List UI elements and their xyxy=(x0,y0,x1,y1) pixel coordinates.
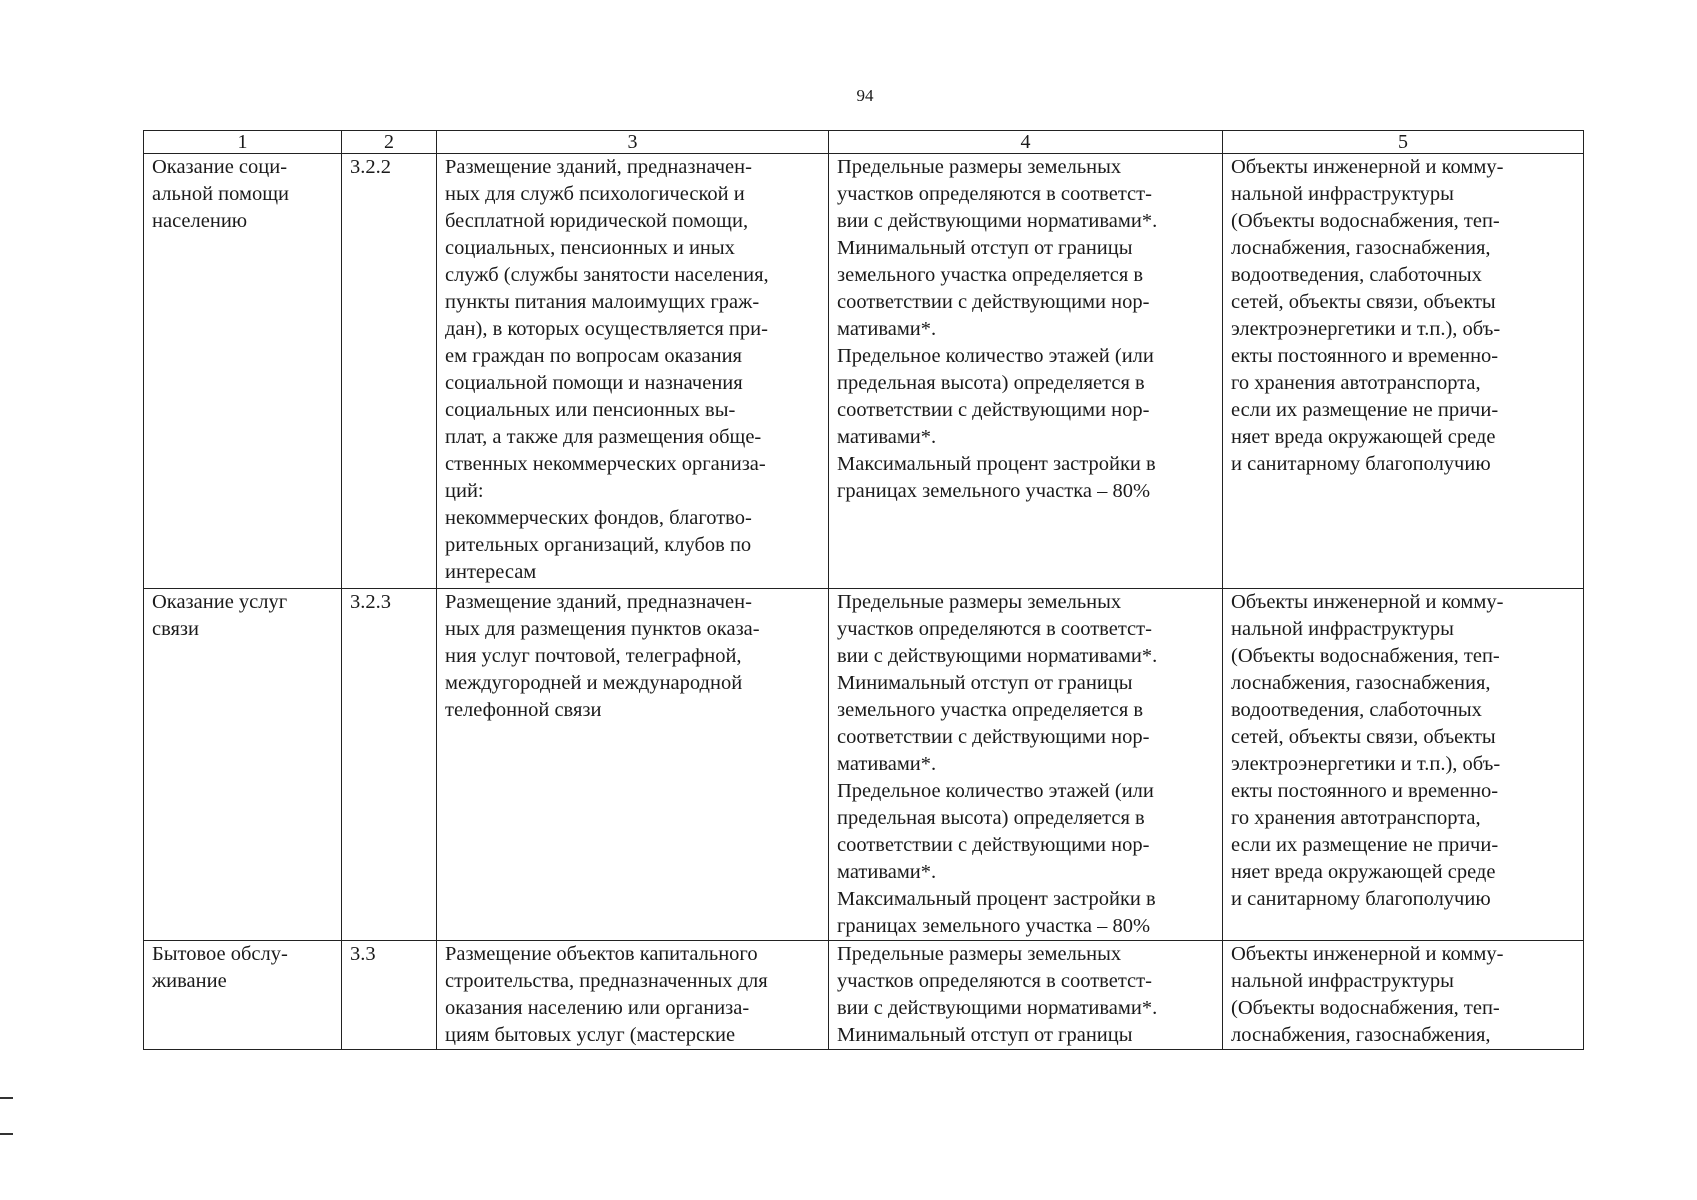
auxiliary-uses-cell: Объекты инженерной и комму- нальной инфраструктуры (Объекты водоснабжения, теп- лоснабжения, газоснабжения, xyxy=(1223,941,1584,1050)
auxiliary-uses-cell: Объекты инженерной и комму- нальной инфраструктуры (Объекты водоснабжения, теп- лоснабжения, газоснабжения, водоотведения, слаботочных сетей, объекты связи, объекты электроэнергетики и т.п.), объ- екты постоянного и временно- го хранения автотранспорта, если их размещение не причи- няет вреда окружающей среде и санитарному благополучию xyxy=(1223,589,1584,941)
auxiliary-uses-cell: Объекты инженерной и комму- нальной инфраструктуры (Объекты водоснабжения, теп- лоснабжения, газоснабжения, водоотведения, слаботочных сетей, объекты связи, объекты электроэнергетики и т.п.), объ- екты постоянного и временно- го хранения автотранспорта, если их размещение не причи- няет вреда окружающей среде и санитарному благополучию xyxy=(1223,154,1584,589)
table-row xyxy=(144,589,1584,941)
use-name-cell: Бытовое обслу- живание xyxy=(144,941,342,1050)
column-header: 4 xyxy=(829,131,1223,154)
column-header: 1 xyxy=(144,131,342,154)
parameters-cell: Предельные размеры земельных участков определяются в соответст- вии с действующими нормативами*. Минимальный отступ от границы земельного участка определяется в соответствии с действующими нор- мативами*. Предельное количество этажей (или предельная высота) определяется в соответствии с действующими нор- мативами*. Максимальный процент застройки в границах земельного участка – 80% xyxy=(829,154,1223,589)
column-header: 5 xyxy=(1223,131,1584,154)
column-header: 2 xyxy=(342,131,437,154)
use-description-cell: Размещение зданий, предназначен- ных для служб психологической и бесплатной юридической помощи, социальных, пенсионных и иных служб (службы занятости населения, пункты питания малоимущих граж- дан), в которых осуществляется при- ем граждан по вопросам оказания социальной помощи и назначения социальных или пенсионных вы- плат, а также для размещения обще- ственных некоммерческих организа- ций: некоммерческих фондов, благотво- рительных организаций, клубов по интересам xyxy=(437,154,829,589)
margin-mark xyxy=(0,1097,13,1099)
table-row xyxy=(144,154,1584,589)
use-code-cell: 3.2.3 xyxy=(342,589,437,941)
page-number: 94 xyxy=(856,86,874,105)
parameters-cell: Предельные размеры земельных участков определяются в соответст- вии с действующими нормативами*. Минимальный отступ от границы xyxy=(829,941,1223,1050)
use-description-cell: Размещение зданий, предназначен- ных для размещения пунктов оказа- ния услуг почтовой, телеграфной, междугородней и международной телефонной связи xyxy=(437,589,829,941)
use-name-cell: Оказание услуг связи xyxy=(144,589,342,941)
use-name-cell: Оказание соци- альной помощи населению xyxy=(144,154,342,589)
column-header: 3 xyxy=(437,131,829,154)
use-code-cell: 3.2.2 xyxy=(342,154,437,589)
table-row xyxy=(144,941,1584,1050)
use-description-cell: Размещение объектов капитального строительства, предназначенных для оказания населению или организа- циям бытовых услуг (мастерские xyxy=(437,941,829,1050)
zoning-table xyxy=(143,130,1584,1050)
use-code-cell: 3.3 xyxy=(342,941,437,1050)
parameters-cell: Предельные размеры земельных участков определяются в соответст- вии с действующими нормативами*. Минимальный отступ от границы земельного участка определяется в соответствии с действующими нор- мативами*. Предельное количество этажей (или предельная высота) определяется в соответствии с действующими нор- мативами*. Максимальный процент застройки в границах земельного участка – 80% xyxy=(829,589,1223,941)
margin-mark xyxy=(0,1133,13,1135)
table-header-row xyxy=(144,131,1584,154)
